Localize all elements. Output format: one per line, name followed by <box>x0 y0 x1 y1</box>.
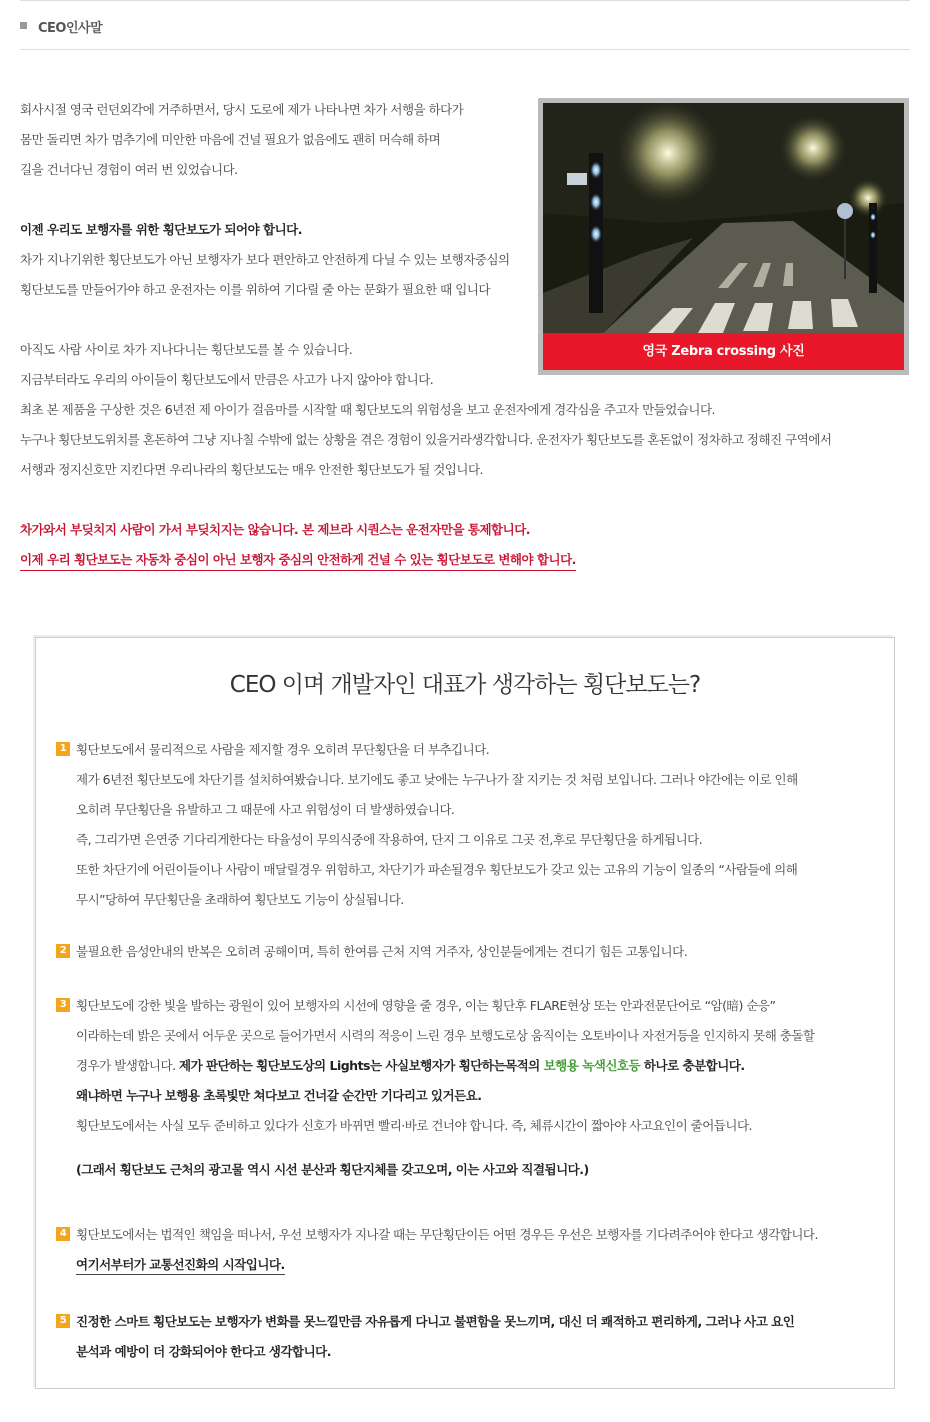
item-line: 횡단보도에서는 사실 모두 준비하고 있다가 신호가 바뀌면 빨리·바로 건너야 합니다. 즉, 체류시간이 짧아야 사고요인이 줄어듭니다. <box>76 1118 752 1133</box>
item-bold-line: 왜냐하면 누구나 보행용 초록빛만 쳐다보고 건너갈 순간만 기다리고 있거든요. <box>76 1088 482 1103</box>
item-line-mixed: 경우가 발생합니다. 제가 판단하는 횡단보도상의 Lights는 사실보행자가 횡단하는목적의 보행용 녹색신호등 하나로 충분합니다. <box>76 1058 745 1073</box>
item-line: 무시”당하여 무단횡단을 초래하여 횡단보도 기능이 상실됩니다. <box>76 892 404 907</box>
intro-line: 지금부터라도 우리의 아이들이 횡단보도에서 만큼은 사고가 나지 않아야 합니다. <box>20 372 434 387</box>
intro-line: 차가 지나기위한 횡단보도가 아닌 보행자가 보다 편안하고 안전하게 다닐 수 있는 보행자중심의 <box>20 252 510 267</box>
photo-caption: 영국 Zebra crossing 사진 <box>543 333 904 370</box>
item-bold-line: 진정한 스마트 횡단보도는 보행자가 변화를 못느낄만큼 자유롭게 다니고 불편함을 못느끼며, 대신 더 쾌적하고 편리하게, 그러나 사고 요인 <box>76 1314 795 1329</box>
number-badge: 1 <box>56 742 70 756</box>
intro-line: 횡단보도를 만들어가야 하고 운전자는 이를 위하여 기다릴 줄 아는 문화가 필요한 때 입니다 <box>20 282 490 297</box>
section-title: CEO인사말 <box>38 21 103 36</box>
intro-line: 몸만 돌리면 차가 멈추기에 미안한 마음에 건널 필요가 없음에도 괜히 머슥해 하며 <box>20 132 441 147</box>
green-signal-highlight: 보행용 녹색신호등 <box>543 1058 641 1073</box>
item-underlined-line: 여기서부터가 교통선진화의 시작입니다. <box>76 1250 896 1280</box>
box-title: CEO 이며 개발자인 대표가 생각하는 횡단보도는? <box>229 672 701 698</box>
item-bold-line: 분석과 예방이 더 강화되어야 한다고 생각합니다. <box>76 1344 332 1359</box>
section-header <box>20 0 910 50</box>
intro-line: 회사시절 영국 런던외각에 거주하면서, 당시 도로에 제가 나타나면 차가 서행을 하다가 <box>20 102 464 117</box>
intro-red-underlined-line: 이제 우리 횡단보도는 자동차 중심이 아닌 보행자 중심의 안전하게 건널 수 있는 횡단보도로 변해야 합니다. <box>20 545 880 575</box>
intro-red-line: 차가와서 부딪치지 사람이 가서 부딪치지는 않습니다. 본 제브라 시퀀스는 운전자만을 통제합니다. <box>20 522 531 537</box>
item-note: (그래서 횡단보도 근처의 광고물 역시 시선 분산과 횡단지체를 갖고오며, 이는 사고와 직결됩니다.) <box>76 1162 589 1177</box>
item-line: 즉, 그리가면 은연중 기다리게한다는 타율성이 무의식중에 작용하여, 단지 그 이유로 그곳 전,후로 무단횡단을 하게됩니다. <box>76 832 703 847</box>
number-badge: 4 <box>56 1227 70 1241</box>
ceo-opinion-box <box>35 637 895 1389</box>
intro-line: 서행과 정지신호만 지킨다면 우리나라의 횡단보도는 매우 안전한 횡단보도가 될 것입니다. <box>20 462 484 477</box>
number-badge: 2 <box>56 944 70 958</box>
item-line: 오히려 무단횡단을 유발하고 그 때문에 사고 위험성이 더 발생하였습니다. <box>76 802 455 817</box>
intro-line: 아직도 사람 사이로 차가 지나다니는 횡단보도를 볼 수 있습니다. <box>20 342 353 357</box>
item-line: 횡단보도에 강한 빛을 발하는 광원이 있어 보행자의 시선에 영향을 줄 경우, 이는 횡단후 FLARE현상 또는 안과전문단어로 “암(暗) 순응” <box>76 998 776 1013</box>
item-line: 불필요한 음성안내의 반복은 오히려 공해이며, 특히 한여름 근처 지역 거주자, 상인분들에게는 견디기 힘든 고통입니다. <box>76 944 688 959</box>
intro-line: 길을 건너다닌 경험이 여러 번 있었습니다. <box>20 162 238 177</box>
number-badge: 5 <box>56 1314 70 1328</box>
item-line: 제가 6년전 횡단보도에 차단기를 설치하여봤습니다. 보기에도 좋고 낮에는 누구나가 잘 지키는 것 처럼 보입니다. 그러나 야간에는 이로 인해 <box>76 772 798 787</box>
zebra-crossing-photo <box>538 98 909 375</box>
item-line: 또한 차단기에 어린이들이나 사람이 매달릴경우 위험하고, 차단기가 파손될경우 횡단보도가 갖고 있는 고유의 기능이 일종의 “사람들에 의해 <box>76 862 798 877</box>
intro-line: 최초 본 제품을 구상한 것은 6년전 제 아이가 걸음마를 시작할 때 횡단보도의 위험성을 보고 운전자에게 경각심을 주고자 만들었습니다. <box>20 402 716 417</box>
item-line: 이라하는데 밝은 곳에서 어두운 곳으로 들어가면서 시력의 적응이 느린 경우 보행도로상 움직이는 오토바이나 자전거등을 인지하지 못해 충돌할 <box>76 1028 815 1043</box>
item-line: 횡단보도에서 물리적으로 사람을 제지할 경우 오히려 무단횡단을 더 부추깁니다. <box>76 742 490 757</box>
intro-line: 누구나 횡단보도위치를 혼돈하여 그냥 지나칠 수밖에 없는 상황을 겪은 경험이 있을거라생각합니다. 운전자가 횡단보도를 혼돈없이 정차하고 정해진 구역에서 <box>20 432 832 447</box>
night-crossing-image <box>543 103 904 333</box>
item-line: 횡단보도에서는 법적인 책임을 떠나서, 우선 보행자가 지나갈 때는 무단횡단이든 어떤 경우든 우선은 보행자를 기다려주어야 한다고 생각합니다. <box>76 1227 818 1242</box>
intro-bold-heading: 이젠 우리도 보행자를 위한 횡단보도가 되어야 합니다. <box>20 222 303 237</box>
number-badge: 3 <box>56 998 70 1012</box>
bullet-square-icon <box>20 22 27 29</box>
